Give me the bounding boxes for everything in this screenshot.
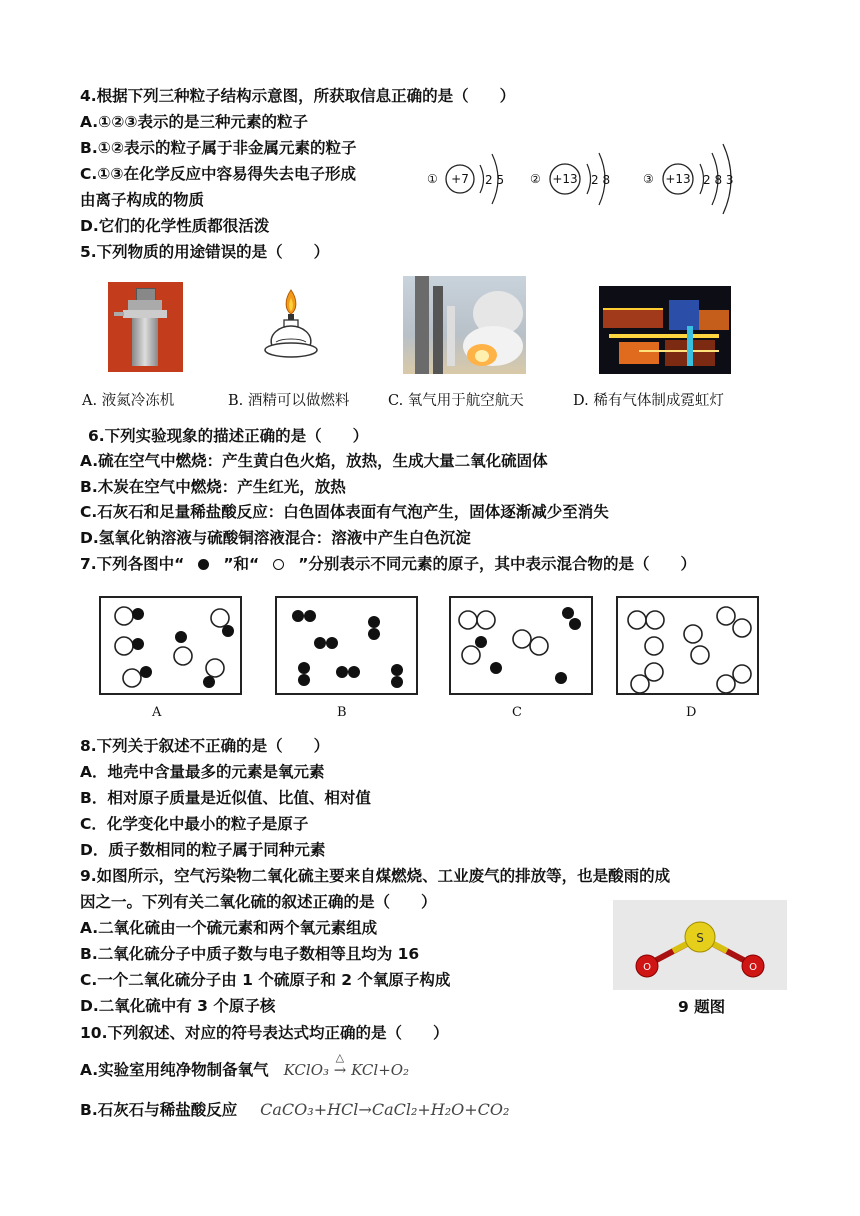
q6-option-b: B.木炭在空气中燃烧：产生红光，放热 (80, 478, 346, 496)
atom-1-number: ① (427, 172, 438, 186)
q9-option-a: A.二氧化硫由一个硫元素和两个氧元素组成 (80, 919, 378, 937)
liquid-nitrogen-freezer-image (108, 282, 183, 372)
alcohol-lamp-image (258, 286, 324, 364)
q7-stem-mid: ”和“ (223, 555, 260, 573)
q7-label-c: C (512, 705, 522, 720)
q10-option-a-formula: KClO₃ → KCl+O₂ (283, 1061, 410, 1079)
oxygen-atom-label-right: O (749, 962, 757, 973)
q9-option-d: D.二氧化硫中有 3 个原子核 (80, 997, 276, 1015)
heating-condition-symbol: △ (335, 1051, 345, 1064)
atom-structure-diagram (425, 132, 745, 227)
q8-option-a: A．地壳中含量最多的元素是氧元素 (80, 763, 325, 781)
q7-label-a: A (152, 705, 162, 720)
hollow-atom-icon (273, 559, 284, 570)
atom-1-nucleus: +7 (451, 172, 469, 186)
q7-stem-post: ”分别表示不同元素的原子，其中表示混合物的是（ ） (298, 555, 696, 573)
sulfur-atom-label: S (696, 931, 704, 945)
q4-option-c-line1: C.①③在化学反应中容易得失去电子形成 (80, 165, 357, 183)
atom-1-shells: 2 5 (485, 173, 505, 187)
q8-option-b: B．相对原子质量是近似值、比值、相对值 (80, 789, 371, 807)
q7-label-b: B (337, 705, 347, 720)
q4-stem: 4.根据下列三种粒子结构示意图，所获取信息正确的是（ ） (80, 87, 516, 105)
q8-option-c: C．化学变化中最小的粒子是原子 (80, 815, 309, 833)
rocket-launch-image (403, 276, 526, 374)
q9-stem-line2: 因之一。下列有关二氧化硫的叙述正确的是（ ） (80, 893, 437, 911)
q4-option-d: D.它们的化学性质都很活泼 (80, 217, 270, 235)
q5-caption-b: B. 酒精可以做燃料 (228, 393, 350, 409)
q9-figure-caption: 9 题图 (678, 998, 726, 1016)
filled-atom-icon (198, 559, 209, 570)
neon-lights-image (599, 286, 731, 374)
q5-caption-a: A. 液氮冷冻机 (82, 393, 175, 409)
q8-option-d: D．质子数相同的粒子属于同种元素 (80, 841, 326, 859)
q5-caption-d: D. 稀有气体制成霓虹灯 (573, 393, 724, 409)
q10-option-b (80, 1100, 509, 1120)
q8-stem: 8.下列关于叙述不正确的是（ ） (80, 737, 330, 755)
q10-option-a (80, 1051, 410, 1080)
atom-3-number: ③ (643, 172, 654, 186)
q10-option-b-text: B.石灰石与稀盐酸反应 (80, 1101, 238, 1119)
q7-box-b (275, 596, 418, 695)
atom-2-number: ② (530, 172, 541, 186)
q7-box-c (449, 596, 593, 695)
oxygen-atom-label-left: O (643, 962, 651, 973)
q7-label-d: D (686, 705, 697, 720)
q7-stem (80, 554, 696, 574)
q10-stem: 10.下列叙述、对应的符号表达式均正确的是（ ） (80, 1024, 449, 1042)
q6-stem: 6.下列实验现象的描述正确的是（ ） (88, 427, 369, 445)
q4-option-b: B.①②表示的粒子属于非金属元素的粒子 (80, 139, 357, 157)
q7-stem-pre: 7.下列各图中“ (80, 555, 185, 573)
so2-molecule-figure (613, 900, 787, 990)
q6-option-d: D.氢氧化钠溶液与硫酸铜溶液混合：溶液中产生白色沉淀 (80, 529, 471, 547)
q5-stem: 5.下列物质的用途错误的是（ ） (80, 243, 330, 261)
q7-box-a (99, 596, 242, 695)
q10-option-a-text: A.实验室用纯净物制备氧气 (80, 1061, 269, 1079)
q10-option-b-formula: CaCO₃+HCl→CaCl₂+H₂O+CO₂ (260, 1100, 510, 1119)
q5-caption-c: C. 氧气用于航空航天 (388, 393, 524, 409)
atom-3-shells: 2 8 3 (703, 173, 734, 187)
q9-option-c: C.一个二氧化硫分子由 1 个硫原子和 2 个氧原子构成 (80, 971, 451, 989)
q6-option-a: A.硫在空气中燃烧：产生黄白色火焰，放热，生成大量二氧化硫固体 (80, 452, 548, 470)
q9-option-b: B.二氧化硫分子中质子数与电子数相等且均为 16 (80, 945, 420, 963)
q4-option-a: A.①②③表示的是三种元素的粒子 (80, 113, 309, 131)
atom-3-nucleus: +13 (665, 172, 691, 186)
atom-2-shells: 2 8 (591, 173, 611, 187)
q6-option-c: C.石灰石和足量稀盐酸反应：白色固体表面有气泡产生，固体逐渐减少至消失 (80, 503, 609, 521)
q9-stem-line1: 9.如图所示，空气污染物二氧化硫主要来自煤燃烧、工业废气的排放等，也是酸雨的成 (80, 867, 671, 885)
q4-option-c-line2: 由离子构成的物质 (80, 191, 205, 209)
q7-box-d (616, 596, 759, 695)
atom-2-nucleus: +13 (552, 172, 578, 186)
